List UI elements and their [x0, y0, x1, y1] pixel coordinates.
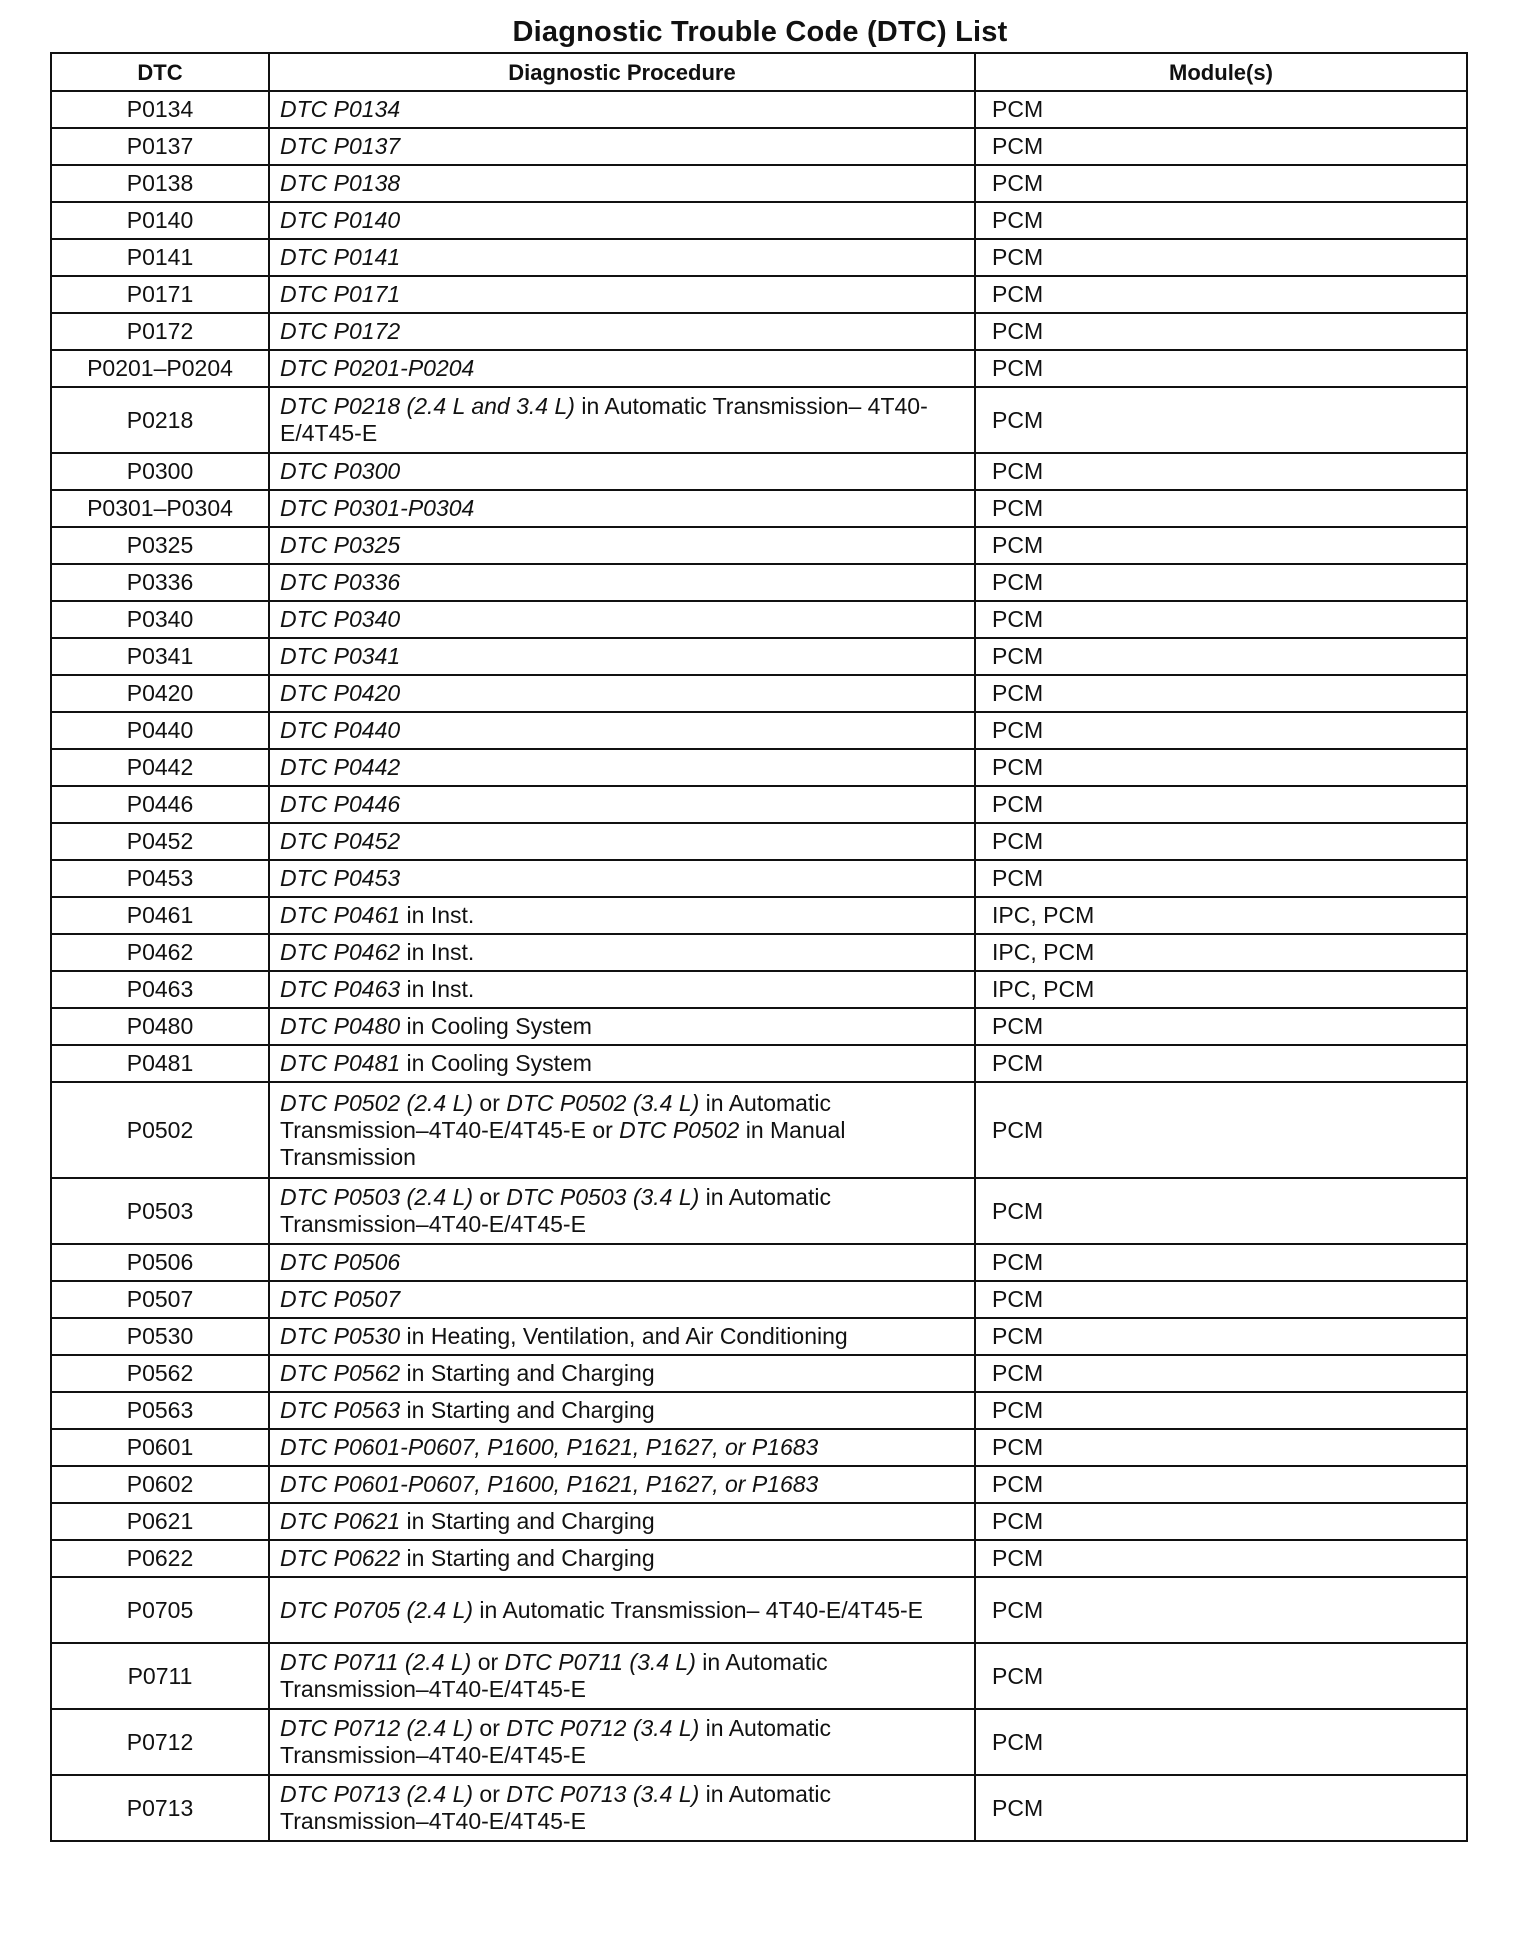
procedure-reference: DTC P0340: [280, 606, 401, 632]
diagnostic-procedure-cell: [269, 971, 975, 1008]
table-row: [51, 1244, 1467, 1281]
dtc-code-cell: P0325: [51, 527, 269, 564]
table-row: [51, 1355, 1467, 1392]
dtc-code-cell: P0172: [51, 313, 269, 350]
procedure-reference: DTC P0705 (2.4 L): [280, 1596, 474, 1623]
dtc-code-cell: P0440: [51, 712, 269, 749]
procedure-reference: DTC P0452: [280, 828, 401, 854]
table-row: [51, 1577, 1467, 1643]
dtc-code-cell: P0602: [51, 1466, 269, 1503]
dtc-code-cell: P0462: [51, 934, 269, 971]
diagnostic-procedure-cell: [269, 91, 975, 128]
modules-cell: PCM: [975, 202, 1467, 239]
dtc-code-cell: P0138: [51, 165, 269, 202]
header-modules: Module(s): [975, 53, 1467, 91]
table-row: [51, 1429, 1467, 1466]
modules-cell: PCM: [975, 1540, 1467, 1577]
table-row: [51, 601, 1467, 638]
table-row: [51, 453, 1467, 490]
table-row: [51, 490, 1467, 527]
procedure-reference: DTC P0138: [280, 170, 401, 196]
dtc-code-cell: P0502: [51, 1082, 269, 1178]
table-row: [51, 1045, 1467, 1082]
procedure-reference: DTC P0336: [280, 569, 401, 595]
diagnostic-procedure-cell: [269, 1082, 975, 1178]
procedure-reference: DTC P0601-P0607, P1600, P1621, P1627, or P1683: [280, 1471, 819, 1497]
procedure-reference: DTC P0218 (2.4 L and 3.4 L): [280, 393, 575, 419]
procedure-reference: DTC P0503 (2.4 L): [280, 1184, 474, 1210]
table-row: [51, 1709, 1467, 1775]
modules-cell: IPC, PCM: [975, 934, 1467, 971]
header-dtc: DTC: [51, 53, 269, 91]
table-row: [51, 165, 1467, 202]
procedure-text: or: [471, 1649, 505, 1675]
modules-cell: PCM: [975, 860, 1467, 897]
modules-cell: PCM: [975, 91, 1467, 128]
dtc-code-cell: P0503: [51, 1178, 269, 1244]
table-row: [51, 91, 1467, 128]
modules-cell: PCM: [975, 601, 1467, 638]
procedure-reference: DTC P0463: [280, 976, 401, 1002]
diagnostic-procedure-cell: [269, 601, 975, 638]
table-row: [51, 128, 1467, 165]
procedure-text: in Automatic Transmission–4T40-E/4T45-E or: [280, 1089, 831, 1143]
dtc-code-cell: P0713: [51, 1775, 269, 1841]
table-row: [51, 749, 1467, 786]
modules-cell: PCM: [975, 350, 1467, 387]
diagnostic-procedure-cell: [269, 1008, 975, 1045]
procedure-text: in Heating, Ventilation, and Air Conditioning: [400, 1323, 848, 1349]
diagnostic-procedure-cell: [269, 387, 975, 453]
table-row: [51, 527, 1467, 564]
procedure-reference: DTC P0507: [280, 1286, 401, 1312]
dtc-code-cell: P0218: [51, 387, 269, 453]
diagnostic-procedure-cell: [269, 712, 975, 749]
modules-cell: PCM: [975, 786, 1467, 823]
procedure-reference: DTC P0462: [280, 939, 401, 965]
dtc-code-cell: P0461: [51, 897, 269, 934]
dtc-code-cell: P0171: [51, 276, 269, 313]
dtc-code-cell: P0705: [51, 1577, 269, 1643]
procedure-text: in Inst.: [400, 976, 475, 1002]
procedure-reference: DTC P0713 (3.4 L): [506, 1781, 700, 1807]
procedure-reference: DTC P0172: [280, 318, 401, 344]
table-row: [51, 823, 1467, 860]
procedure-reference: DTC P0140: [280, 207, 401, 233]
procedure-text: or: [473, 1089, 507, 1116]
dtc-code-cell: P0442: [51, 749, 269, 786]
diagnostic-procedure-cell: [269, 749, 975, 786]
procedure-text: in Automatic Transmission– 4T40-E/4T45-E: [280, 393, 928, 446]
procedure-reference: DTC P0711 (3.4 L): [504, 1649, 696, 1675]
dtc-code-cell: P0134: [51, 91, 269, 128]
dtc-code-cell: P0481: [51, 1045, 269, 1082]
diagnostic-procedure-cell: [269, 1178, 975, 1244]
procedure-text: or: [473, 1781, 507, 1807]
table-row: [51, 350, 1467, 387]
modules-cell: IPC, PCM: [975, 971, 1467, 1008]
procedure-reference: DTC P0446: [280, 791, 401, 817]
diagnostic-procedure-cell: [269, 675, 975, 712]
modules-cell: PCM: [975, 1577, 1467, 1643]
procedure-reference: DTC P0502 (2.4 L): [280, 1089, 474, 1116]
procedure-text: in Automatic Transmission–4T40-E/4T45-E: [280, 1781, 831, 1834]
procedure-reference: DTC P0712 (2.4 L): [280, 1715, 474, 1741]
procedure-text: in Inst.: [400, 902, 475, 928]
procedure-reference: DTC P0442: [280, 754, 401, 780]
dtc-code-cell: P0446: [51, 786, 269, 823]
procedure-reference: DTC P0502 (3.4 L): [506, 1089, 700, 1116]
diagnostic-procedure-cell: [269, 1429, 975, 1466]
diagnostic-procedure-cell: [269, 564, 975, 601]
procedure-text: in Starting and Charging: [400, 1545, 655, 1571]
dtc-code-cell: P0622: [51, 1540, 269, 1577]
procedure-reference: DTC P0502: [619, 1116, 740, 1143]
diagnostic-procedure-cell: [269, 350, 975, 387]
dtc-code-cell: P0141: [51, 239, 269, 276]
modules-cell: PCM: [975, 564, 1467, 601]
table-row: [51, 897, 1467, 934]
dtc-code-cell: P0562: [51, 1355, 269, 1392]
procedure-reference: DTC P0562: [280, 1360, 401, 1386]
procedure-text: in Inst.: [400, 939, 475, 965]
diagnostic-procedure-cell: [269, 1643, 975, 1709]
procedure-reference: DTC P0461: [280, 902, 401, 928]
procedure-text: in Starting and Charging: [400, 1397, 655, 1423]
dtc-code-cell: P0452: [51, 823, 269, 860]
dtc-code-cell: P0506: [51, 1244, 269, 1281]
table-row: [51, 1178, 1467, 1244]
table-row: [51, 202, 1467, 239]
diagnostic-procedure-cell: [269, 823, 975, 860]
modules-cell: PCM: [975, 1244, 1467, 1281]
modules-cell: PCM: [975, 1429, 1467, 1466]
modules-cell: PCM: [975, 1503, 1467, 1540]
modules-cell: PCM: [975, 1392, 1467, 1429]
diagnostic-procedure-cell: [269, 239, 975, 276]
modules-cell: PCM: [975, 239, 1467, 276]
dtc-code-cell: P0463: [51, 971, 269, 1008]
procedure-reference: DTC P0480: [280, 1013, 401, 1039]
dtc-code-cell: P0140: [51, 202, 269, 239]
modules-cell: PCM: [975, 313, 1467, 350]
table-row: [51, 786, 1467, 823]
table-row: [51, 971, 1467, 1008]
modules-cell: PCM: [975, 638, 1467, 675]
modules-cell: PCM: [975, 1709, 1467, 1775]
procedure-reference: DTC P0301-P0304: [280, 495, 475, 521]
procedure-reference: DTC P0453: [280, 865, 401, 891]
procedure-reference: DTC P0420: [280, 680, 401, 706]
diagnostic-procedure-cell: [269, 786, 975, 823]
procedure-reference: DTC P0530: [280, 1323, 401, 1349]
table-row: [51, 239, 1467, 276]
table-row: [51, 1775, 1467, 1841]
table-row: [51, 1008, 1467, 1045]
diagnostic-procedure-cell: [269, 165, 975, 202]
table-row: [51, 387, 1467, 453]
table-row: [51, 1466, 1467, 1503]
procedure-text: in Automatic Transmission– 4T40-E/4T45-E: [473, 1596, 924, 1623]
procedure-text: in Automatic Transmission–4T40-E/4T45-E: [280, 1184, 831, 1237]
diagnostic-procedure-cell: [269, 1540, 975, 1577]
diagnostic-procedure-cell: [269, 1709, 975, 1775]
diagnostic-procedure-cell: [269, 860, 975, 897]
procedure-text: in Manual Transmission: [280, 1116, 846, 1170]
diagnostic-procedure-cell: [269, 313, 975, 350]
procedure-reference: DTC P0713 (2.4 L): [280, 1781, 474, 1807]
modules-cell: PCM: [975, 1082, 1467, 1178]
diagnostic-procedure-cell: [269, 453, 975, 490]
dtc-code-cell: P0336: [51, 564, 269, 601]
diagnostic-procedure-cell: [269, 1392, 975, 1429]
diagnostic-procedure-cell: [269, 1355, 975, 1392]
dtc-table: [50, 52, 1468, 1842]
modules-cell: PCM: [975, 1045, 1467, 1082]
dtc-code-cell: P0137: [51, 128, 269, 165]
procedure-text: in Starting and Charging: [400, 1508, 655, 1534]
table-row: [51, 1540, 1467, 1577]
modules-cell: PCM: [975, 1281, 1467, 1318]
modules-cell: PCM: [975, 1466, 1467, 1503]
table-row: [51, 1503, 1467, 1540]
modules-cell: PCM: [975, 527, 1467, 564]
diagnostic-procedure-cell: [269, 1281, 975, 1318]
modules-cell: PCM: [975, 749, 1467, 786]
dtc-code-cell: P0300: [51, 453, 269, 490]
table-row: [51, 934, 1467, 971]
table-row: [51, 675, 1467, 712]
dtc-code-cell: P0453: [51, 860, 269, 897]
table-row: [51, 1281, 1467, 1318]
table-row: [51, 564, 1467, 601]
table-row: [51, 1643, 1467, 1709]
diagnostic-procedure-cell: [269, 638, 975, 675]
diagnostic-procedure-cell: [269, 527, 975, 564]
table-row: [51, 638, 1467, 675]
diagnostic-procedure-cell: [269, 934, 975, 971]
dtc-code-cell: P0201–P0204: [51, 350, 269, 387]
modules-cell: PCM: [975, 1775, 1467, 1841]
procedure-reference: DTC P0300: [280, 458, 401, 484]
table-header-row: [51, 53, 1467, 91]
dtc-code-cell: P0341: [51, 638, 269, 675]
table-row: [51, 276, 1467, 313]
table-body: [51, 91, 1467, 1841]
modules-cell: PCM: [975, 128, 1467, 165]
table-row: [51, 1392, 1467, 1429]
dtc-code-cell: P0601: [51, 1429, 269, 1466]
modules-cell: PCM: [975, 387, 1467, 453]
modules-cell: PCM: [975, 675, 1467, 712]
procedure-reference: DTC P0440: [280, 717, 401, 743]
procedure-text: in Starting and Charging: [400, 1360, 655, 1386]
diagnostic-procedure-cell: [269, 276, 975, 313]
diagnostic-procedure-cell: [269, 897, 975, 934]
dtc-code-cell: P0530: [51, 1318, 269, 1355]
procedure-reference: DTC P0134: [280, 96, 401, 122]
dtc-code-cell: P0420: [51, 675, 269, 712]
diagnostic-procedure-cell: [269, 1466, 975, 1503]
diagnostic-procedure-cell: [269, 128, 975, 165]
dtc-code-cell: P0480: [51, 1008, 269, 1045]
modules-cell: PCM: [975, 165, 1467, 202]
procedure-text: or: [473, 1184, 507, 1210]
procedure-reference: DTC P0325: [280, 532, 401, 558]
diagnostic-procedure-cell: [269, 1045, 975, 1082]
procedure-reference: DTC P0141: [280, 244, 401, 270]
table-row: [51, 1082, 1467, 1178]
diagnostic-procedure-cell: [269, 1318, 975, 1355]
procedure-reference: DTC P0503 (3.4 L): [506, 1184, 700, 1210]
procedure-text: in Cooling System: [400, 1013, 592, 1039]
table-row: [51, 313, 1467, 350]
procedure-reference: DTC P0171: [280, 281, 401, 307]
modules-cell: PCM: [975, 1008, 1467, 1045]
procedure-reference: DTC P0341: [280, 643, 401, 669]
modules-cell: PCM: [975, 712, 1467, 749]
procedure-reference: DTC P0711 (2.4 L): [280, 1649, 472, 1675]
procedure-reference: DTC P0601-P0607, P1600, P1621, P1627, or P1683: [280, 1434, 819, 1460]
procedure-reference: DTC P0563: [280, 1397, 401, 1423]
table-row: [51, 1318, 1467, 1355]
table-row: [51, 860, 1467, 897]
procedure-reference: DTC P0137: [280, 133, 401, 159]
modules-cell: PCM: [975, 823, 1467, 860]
diagnostic-procedure-cell: [269, 1503, 975, 1540]
modules-cell: PCM: [975, 1643, 1467, 1709]
procedure-text: in Automatic Transmission–4T40-E/4T45-E: [280, 1715, 831, 1768]
page-title: Diagnostic Trouble Code (DTC) List: [512, 16, 1008, 48]
diagnostic-procedure-cell: [269, 202, 975, 239]
procedure-reference: DTC P0622: [280, 1545, 401, 1571]
modules-cell: PCM: [975, 276, 1467, 313]
dtc-code-cell: P0340: [51, 601, 269, 638]
dtc-code-cell: P0711: [51, 1643, 269, 1709]
procedure-reference: DTC P0506: [280, 1249, 401, 1275]
dtc-code-cell: P0563: [51, 1392, 269, 1429]
header-diagnostic-procedure: Diagnostic Procedure: [269, 53, 975, 91]
dtc-code-cell: P0507: [51, 1281, 269, 1318]
dtc-code-cell: P0712: [51, 1709, 269, 1775]
modules-cell: PCM: [975, 490, 1467, 527]
procedure-text: in Automatic Transmission–4T40-E/4T45-E: [280, 1649, 828, 1702]
diagnostic-procedure-cell: [269, 1775, 975, 1841]
dtc-code-cell: P0301–P0304: [51, 490, 269, 527]
table-row: [51, 712, 1467, 749]
dtc-code-cell: P0621: [51, 1503, 269, 1540]
procedure-reference: DTC P0201-P0204: [280, 355, 475, 381]
procedure-reference: DTC P0621: [280, 1508, 401, 1534]
diagnostic-procedure-cell: [269, 1577, 975, 1643]
diagnostic-procedure-cell: [269, 490, 975, 527]
diagnostic-procedure-cell: [269, 1244, 975, 1281]
procedure-reference: DTC P0481: [280, 1050, 401, 1076]
modules-cell: PCM: [975, 1355, 1467, 1392]
modules-cell: PCM: [975, 453, 1467, 490]
procedure-text: in Cooling System: [400, 1050, 592, 1076]
modules-cell: PCM: [975, 1178, 1467, 1244]
procedure-reference: DTC P0712 (3.4 L): [506, 1715, 700, 1741]
procedure-text: or: [473, 1715, 507, 1741]
modules-cell: PCM: [975, 1318, 1467, 1355]
modules-cell: IPC, PCM: [975, 897, 1467, 934]
